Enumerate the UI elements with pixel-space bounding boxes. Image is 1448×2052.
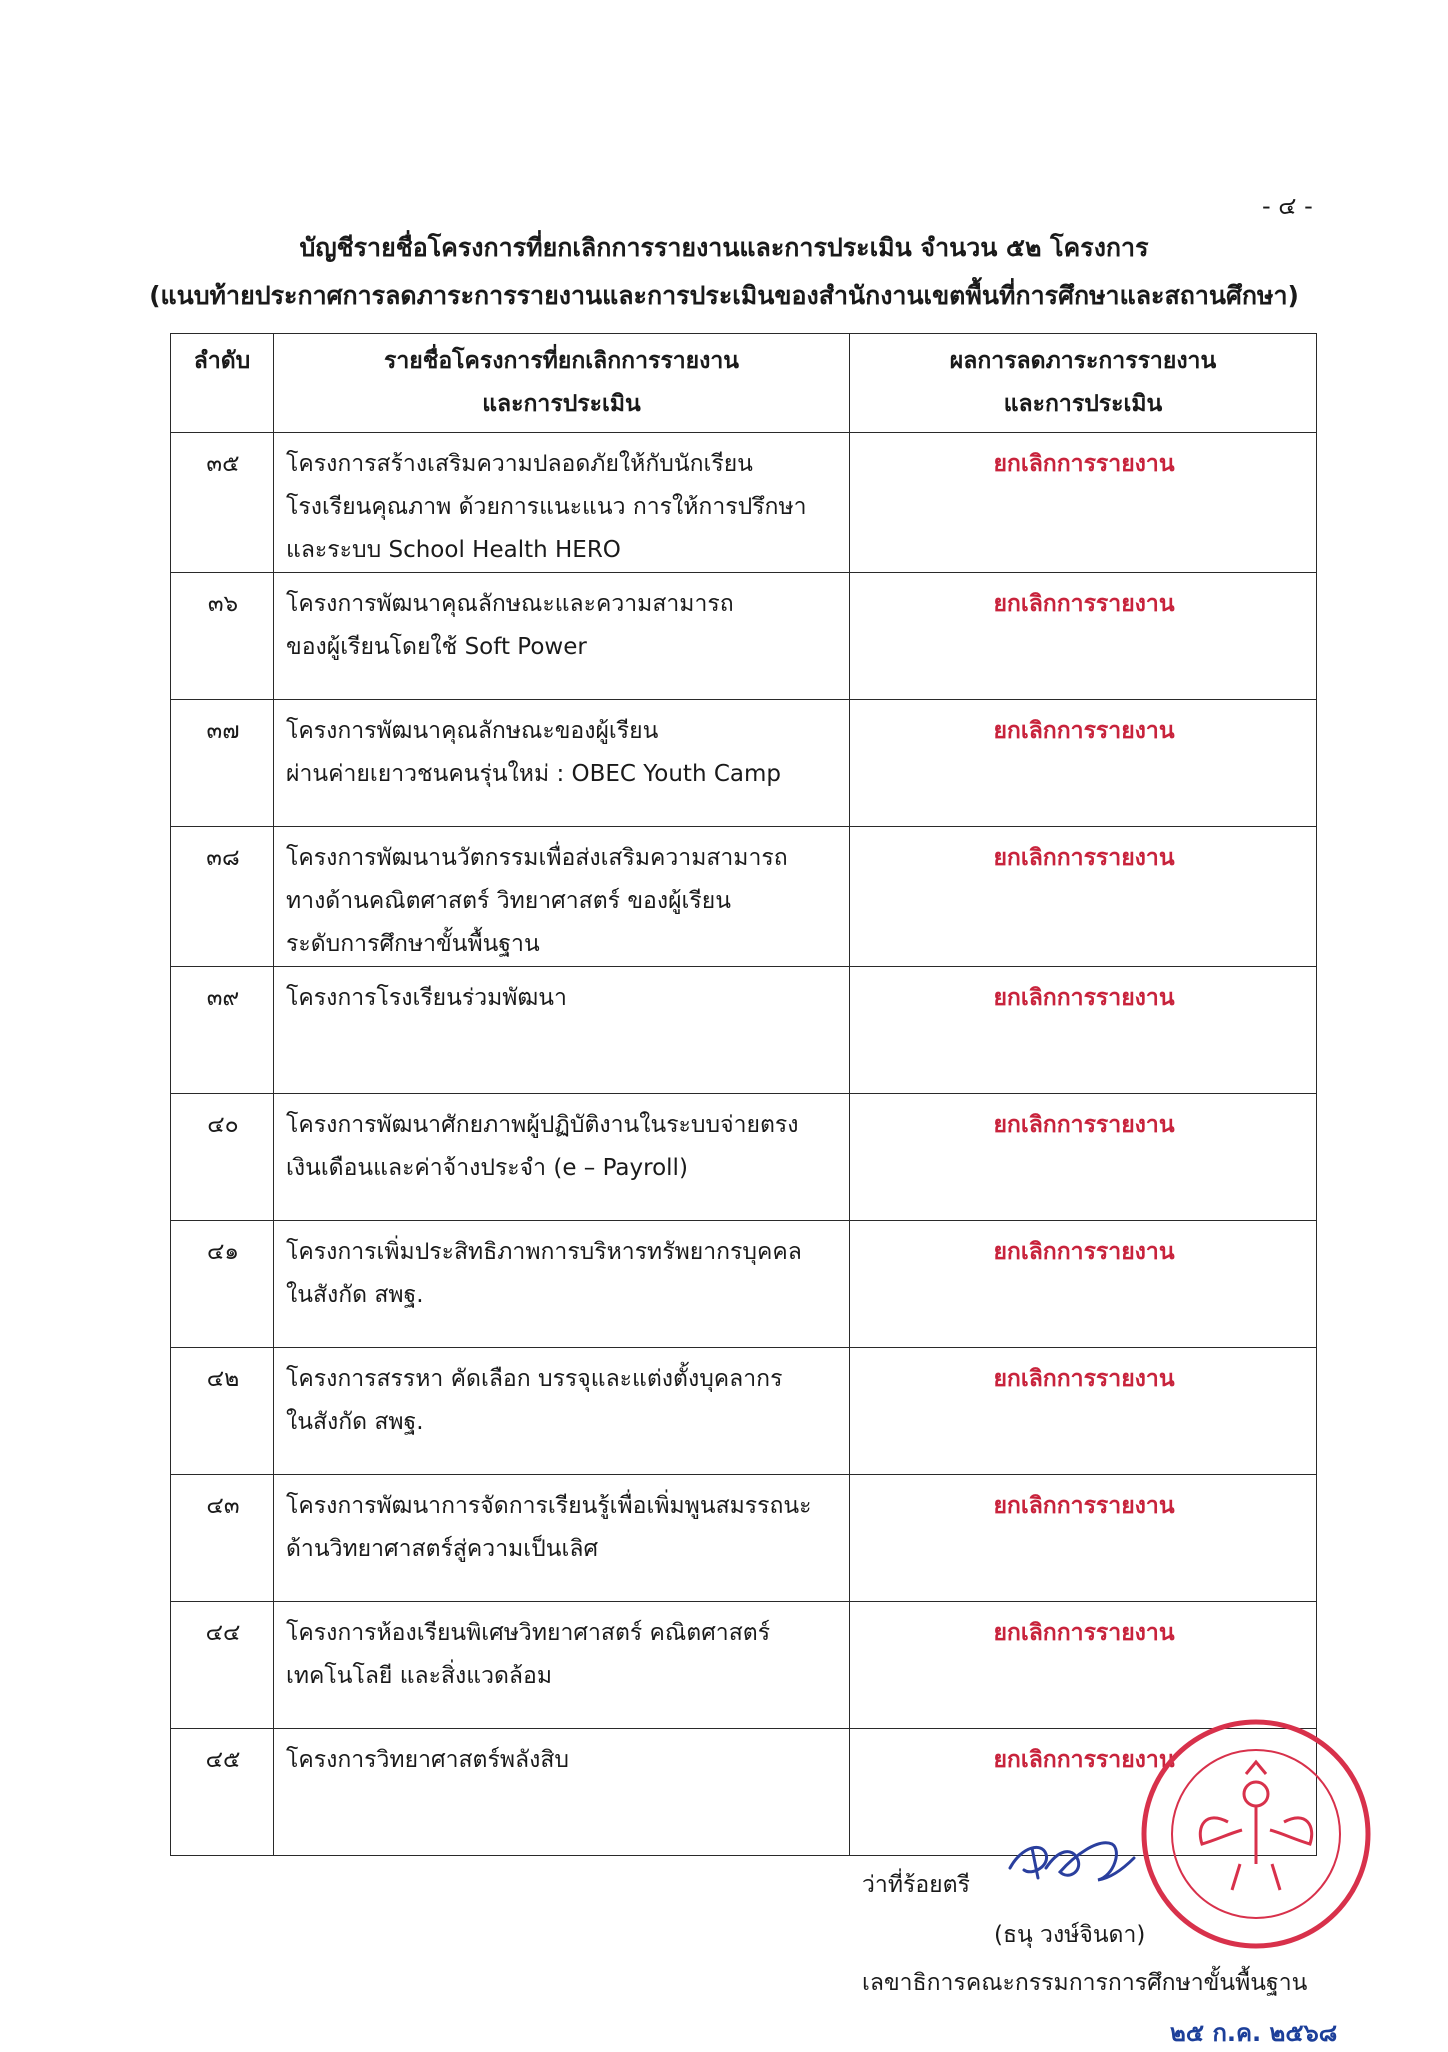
project-name-line: โครงการโรงเรียนร่วมพัฒนา <box>286 985 567 1011</box>
project-name-line: โครงการสร้างเสริมความปลอดภัยให้กับนักเรียน <box>286 451 753 477</box>
table-row <box>171 433 1317 573</box>
result-cell: ยกเลิกการรายงาน <box>850 1729 1317 1856</box>
project-name-line: ของผู้เรียนโดยใช้ Soft Power <box>286 634 587 660</box>
result-cell: ยกเลิกการรายงาน <box>850 700 1317 827</box>
header-project-line-2: และการประเมิน <box>482 391 641 417</box>
project-name-cell <box>274 1729 850 1856</box>
table-row <box>171 967 1317 1094</box>
header-order-line: ลำดับ <box>193 348 251 374</box>
project-name-line: ในสังกัด สพฐ. <box>286 1282 424 1308</box>
table-row <box>171 1094 1317 1221</box>
project-name-line: โรงเรียนคุณภาพ ด้วยการแนะแนว การให้การปรึกษา <box>286 494 807 520</box>
row-number: ๓๘ <box>171 827 274 967</box>
project-name-cell <box>274 700 850 827</box>
project-name-cell <box>274 1602 850 1729</box>
table-row <box>171 573 1317 700</box>
project-name-line: โครงการพัฒนาคุณลักษณะและความสามารถ <box>286 591 734 617</box>
official-seal <box>1136 1714 1376 1958</box>
row-number: ๔๕ <box>171 1729 274 1856</box>
project-name-line: โครงการพัฒนาการจัดการเรียนรู้เพื่อเพิ่มพูนสมรรถนะ <box>286 1493 812 1519</box>
date-stamp: ๒๕ ก.ค. ๒๕๖๘ <box>1170 2019 1338 2047</box>
project-name-line: โครงการพัฒนาคุณลักษณะของผู้เรียน <box>286 718 659 744</box>
project-name-cell <box>274 827 850 967</box>
row-number: ๓๗ <box>171 700 274 827</box>
result-cell: ยกเลิกการรายงาน <box>850 1602 1317 1729</box>
table-row <box>171 1221 1317 1348</box>
table-row <box>171 700 1317 827</box>
row-number: ๔๒ <box>171 1348 274 1475</box>
project-name-line: โครงการสรรหา คัดเลือก บรรจุและแต่งตั้งบุคลากร <box>286 1366 783 1392</box>
project-name-cell <box>274 573 850 700</box>
signature-mark <box>1002 1828 1142 1902</box>
row-number: ๔๑ <box>171 1221 274 1348</box>
document-subtitle: (แนบท้ายประกาศการลดภาระการรายงานและการประเมินของสำนักงานเขตพื้นที่การศึกษาและสถานศึกษา) <box>149 281 1299 310</box>
result-cell: ยกเลิกการรายงาน <box>850 433 1317 573</box>
document-title: บัญชีรายชื่อโครงการที่ยกเลิกการรายงานและการประเมิน จำนวน ๕๒ โครงการ <box>299 233 1149 262</box>
project-name-cell <box>274 1221 850 1348</box>
signatory-name: (ธนุ วงษ์จินดา) <box>994 1922 1146 1948</box>
project-name-line: ทางด้านคณิตศาสตร์ วิทยาศาสตร์ ของผู้เรียน <box>286 888 731 914</box>
project-name-line: โครงการห้องเรียนพิเศษวิทยาศาสตร์ คณิตศาสตร์ <box>286 1620 771 1646</box>
project-name-cell <box>274 967 850 1094</box>
signature-rank: ว่าที่ร้อยตรี <box>862 1872 970 1898</box>
row-number: ๔๓ <box>171 1475 274 1602</box>
project-name-line: โครงการพัฒนาศักยภาพผู้ปฏิบัติงานในระบบจ่ายตรง <box>286 1112 799 1138</box>
row-number: ๓๙ <box>171 967 274 1094</box>
row-number: ๓๕ <box>171 433 274 573</box>
project-name-cell <box>274 1475 850 1602</box>
project-name-line: ด้านวิทยาศาสตร์สู่ความเป็นเลิศ <box>286 1536 599 1562</box>
projects-table <box>170 333 1317 1856</box>
project-name-cell <box>274 1094 850 1221</box>
header-project-line-1: รายชื่อโครงการที่ยกเลิกการรายงาน <box>384 348 739 374</box>
header-result-line-1: ผลการลดภาระการรายงาน <box>949 348 1217 374</box>
table-row <box>171 827 1317 967</box>
project-name-line: ผ่านค่ายเยาวชนคนรุ่นใหม่ : OBEC Youth Camp <box>286 761 781 787</box>
result-cell: ยกเลิกการรายงาน <box>850 967 1317 1094</box>
project-name-line: โครงการพัฒนานวัตกรรมเพื่อส่งเสริมความสามารถ <box>286 845 788 871</box>
result-cell: ยกเลิกการรายงาน <box>850 1475 1317 1602</box>
project-name-cell <box>274 1348 850 1475</box>
project-name-line: โครงการวิทยาศาสตร์พลังสิบ <box>286 1747 569 1773</box>
table-header-row <box>171 334 1317 433</box>
result-cell: ยกเลิกการรายงาน <box>850 573 1317 700</box>
row-number: ๔๔ <box>171 1602 274 1729</box>
row-number: ๔๐ <box>171 1094 274 1221</box>
result-cell: ยกเลิกการรายงาน <box>850 1221 1317 1348</box>
project-name-cell <box>274 433 850 573</box>
header-project-name <box>274 334 850 433</box>
table-row <box>171 1602 1317 1729</box>
table-row <box>171 1348 1317 1475</box>
result-cell: ยกเลิกการรายงาน <box>850 827 1317 967</box>
project-name-line: ในสังกัด สพฐ. <box>286 1409 424 1435</box>
result-cell: ยกเลิกการรายงาน <box>850 1094 1317 1221</box>
project-name-line: เงินเดือนและค่าจ้างประจำ (e – Payroll) <box>286 1155 688 1181</box>
result-cell: ยกเลิกการรายงาน <box>850 1348 1317 1475</box>
project-name-line: และระบบ School Health HERO <box>286 537 621 563</box>
signatory-position: เลขาธิการคณะกรรมการการศึกษาขั้นพื้นฐาน <box>862 1970 1308 1996</box>
page-number: - ๔ - <box>1262 192 1313 220</box>
seal-text <box>1376 1714 1377 1715</box>
header-result-line-2: และการประเมิน <box>1003 391 1163 417</box>
row-number: ๓๖ <box>171 573 274 700</box>
header-result <box>850 334 1317 433</box>
project-name-line: เทคโนโลยี และสิ่งแวดล้อม <box>286 1663 553 1689</box>
project-name-line: ระดับการศึกษาขั้นพื้นฐาน <box>286 931 540 957</box>
header-order <box>171 334 274 433</box>
table-row <box>171 1475 1317 1602</box>
project-name-line: โครงการเพิ่มประสิทธิภาพการบริหารทรัพยากรบุคคล <box>286 1239 802 1265</box>
